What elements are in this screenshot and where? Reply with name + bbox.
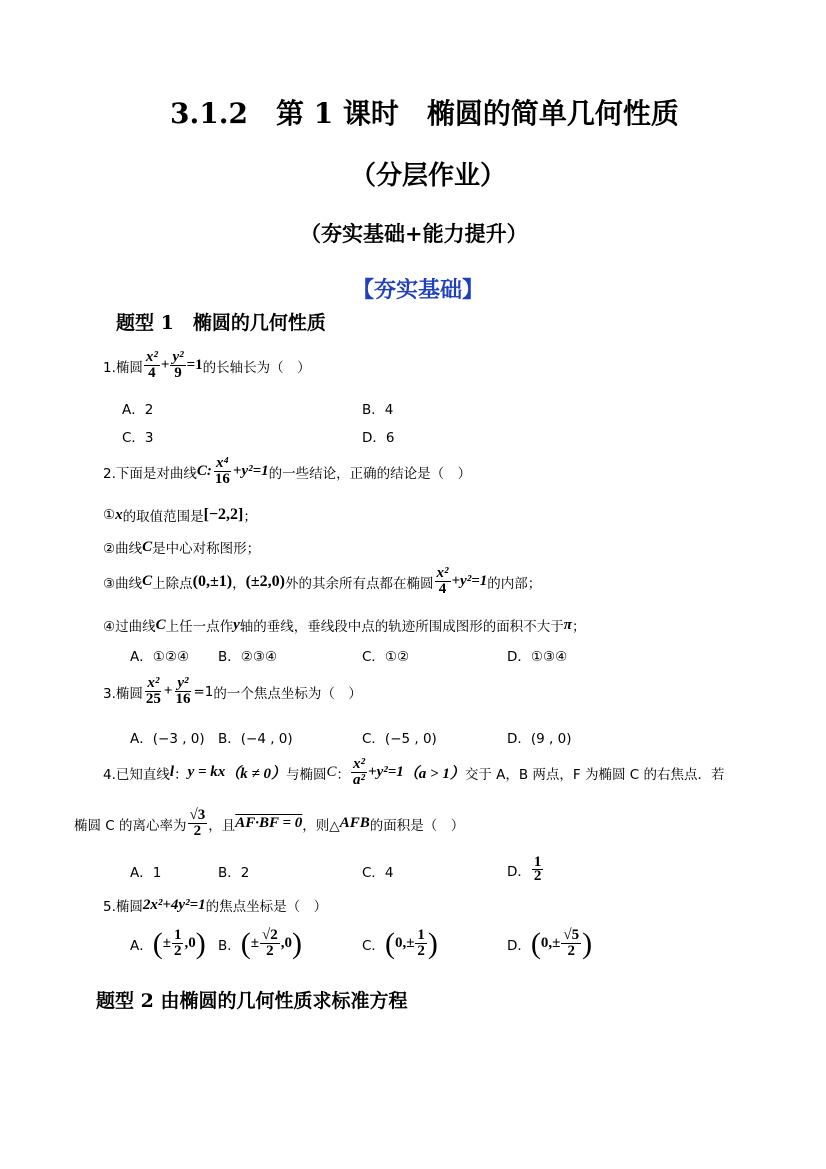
q2-statement-4: ④过曲线 C 上任一点作 y 轴的垂线，垂线段中点的轨迹所围成图形的面积不大于 π ；: [103, 616, 586, 635]
q1-prefix: 1.椭圆: [103, 359, 143, 376]
q2-statement-1: ① x 的取值范围是 [−2,2] ；: [103, 506, 257, 525]
q4-eccentricity: $\frac{√3}{2}$: [189, 807, 206, 839]
q4-option-b: B．2: [218, 865, 250, 881]
q3-option-d: D．(9 , 0): [507, 731, 572, 747]
q1-fraction-y: $\frac{\text{y²}}{9}$: [172, 349, 184, 381]
subtitle-layered: （分层作业）: [350, 161, 507, 191]
q4-fraction: $\frac{\text{x²}}{\text{a²}}$: [353, 756, 366, 788]
q4-option-a: A．1: [130, 865, 162, 881]
q4-option-d: D． $\frac{1}{2}$: [507, 854, 542, 884]
q3-fraction-x: $\frac{\text{x²}}{25}$: [145, 675, 161, 707]
q4-option-c: C．4: [362, 865, 394, 881]
q2-statement-2: ②曲线 C 是中心对称图形；: [103, 538, 261, 557]
q1-option-c: C．3: [122, 430, 154, 446]
q2-fraction: $\frac{\text{x⁴}}{16}$: [214, 455, 230, 487]
q1-fraction-x: $\frac{\text{x²}}{4}$: [145, 349, 158, 381]
q3-fraction-y: $\frac{\text{y²}}{16}$: [175, 675, 191, 707]
q2-s3-fraction: $\frac{\text{x²}}{4}$: [436, 565, 449, 597]
q3-option-a: A．(−3 , 0): [130, 731, 205, 747]
question-3: 3.椭圆 $\frac{\text{x²}}{25}$ + $\frac{\text{y²}}{16}$ =1 的一个焦点坐标为（ ）: [103, 675, 362, 707]
q5-option-a: A． ( ± $\frac{1}{2}$ ,0 ): [130, 926, 206, 960]
q3-option-c: C．(−5 , 0): [362, 731, 437, 747]
type1-heading: 题型 1 椭圆的几何性质: [116, 312, 326, 334]
question-4-line-2: 椭圆 C 的离心率为 $\frac{√3}{2}$ ，且 AF·BF = 0 ，则△ AFB 的面积是（ ）: [74, 807, 465, 839]
question-1: 1.椭圆 $\frac{\text{x²}}{4}$ + $\frac{\text{y²}}{9}$ =1 的长轴长为（ ）: [103, 349, 311, 381]
q3-option-b: B．(−4 , 0): [218, 731, 293, 747]
question-4-line-1: 4.已知直线 l ： y = kx （k ≠ 0） 与椭圆 C ： $\frac{\text{x²}}{\text{a²}}$ +y²=1 （a > 1） 交于 A，B 两点，F 为椭圆 C 的右焦点．若: [103, 756, 725, 788]
main-title: 3.1.2 第 1 课时 椭圆的简单几何性质: [170, 97, 679, 130]
type2-heading: 题型 2 由椭圆的几何性质求标准方程: [96, 990, 408, 1012]
subtitle-levels: （夯实基础+能力提升）: [300, 221, 528, 246]
q5-option-c: C． ( 0,± $\frac{1}{2}$ ): [362, 926, 438, 960]
q2-option-b: B．②③④: [218, 649, 278, 665]
section-tag: 【夯实基础】: [352, 277, 485, 303]
question-5: 5.椭圆 2x²+4y²=1 的焦点坐标是（ ）: [103, 896, 328, 915]
q5-option-d: D． ( 0,± $\frac{√5}{2}$ ): [507, 926, 593, 960]
q5-option-b: B． ( ± $\frac{√2}{2}$ ,0 ): [218, 926, 302, 960]
q1-option-a: A．2: [122, 402, 154, 418]
question-2: 2.下面是对曲线 C: $\frac{\text{x⁴}}{16}$ +y²=1 的一些结论，正确的结论是（ ）: [103, 455, 472, 487]
q2-option-c: C．①②: [362, 649, 410, 665]
q1-option-d: D．6: [362, 430, 395, 446]
q2-option-a: A．①②④: [130, 649, 190, 665]
q1-suffix: 的长轴长为（ ）: [202, 359, 311, 376]
q2-statement-3: ③曲线 C 上除点 (0,±1) ， (±2,0) 外的其余所有点都在椭圆 $\frac{\text{x²}}{4}$ +y²=1 的内部；: [103, 565, 542, 597]
q1-option-b: B．4: [362, 402, 394, 418]
q2-option-d: D．①③④: [507, 649, 568, 665]
